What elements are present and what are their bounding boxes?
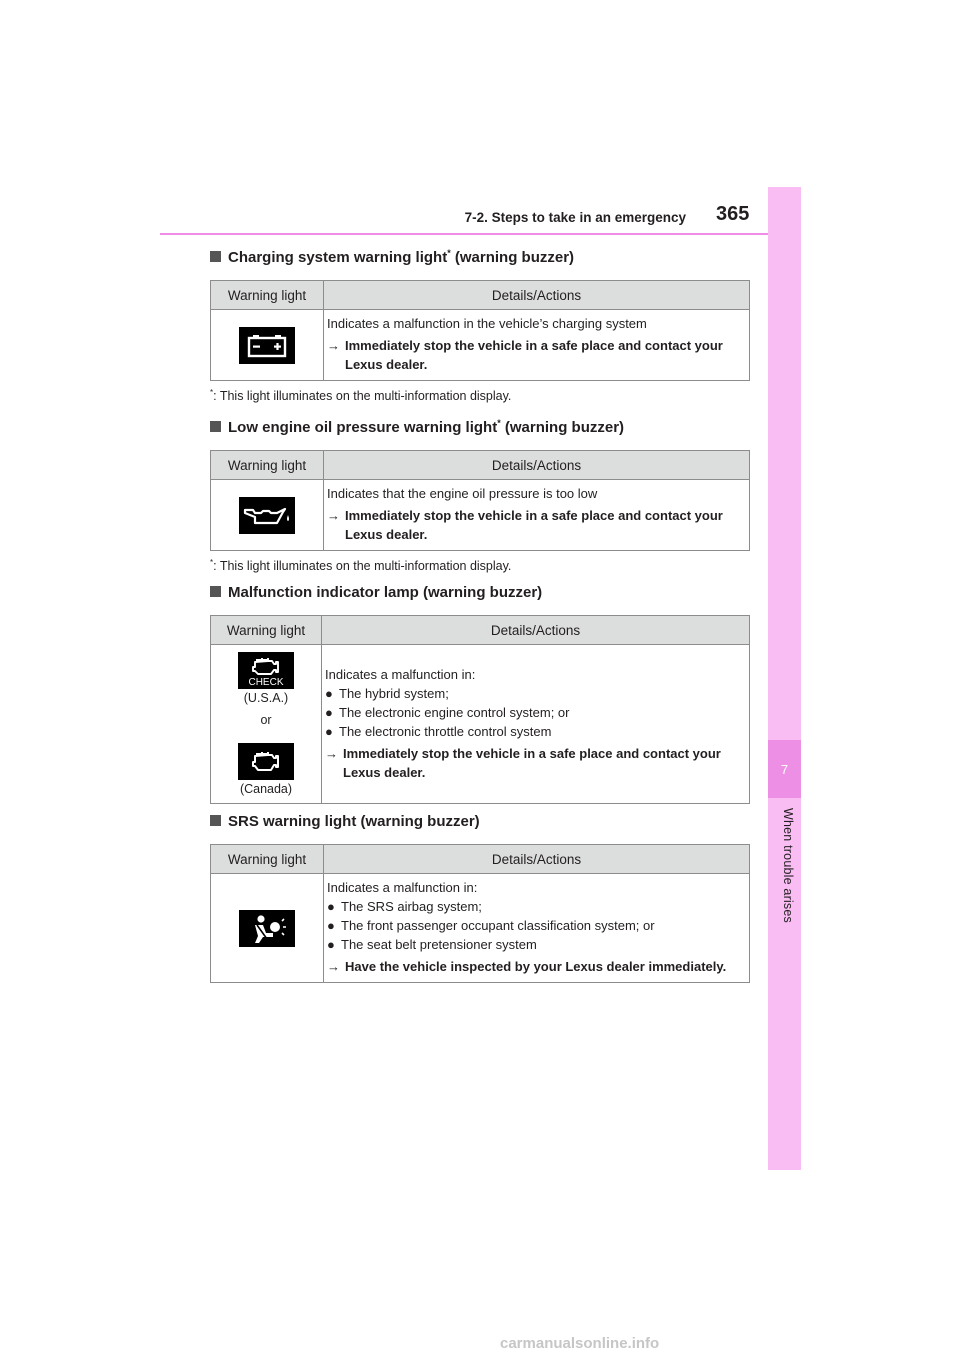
section-title-srs: SRS warning light (warning buzzer): [210, 813, 480, 830]
column-header-warning-light: Warning light: [211, 281, 324, 310]
srs-airbag-icon: [239, 910, 295, 947]
or-label: or: [260, 713, 272, 727]
details-cell: [324, 310, 750, 381]
chapter-heading: 7-2. Steps to take in an emergency: [464, 210, 686, 225]
list-item: ● The SRS airbag system;: [327, 899, 482, 914]
description-text: Indicates a malfunction in the vehicle’s charging system: [327, 316, 647, 331]
description-text: Indicates a malfunction in:: [327, 880, 478, 895]
section-title-malfunction-lamp: Malfunction indicator lamp (warning buzzer): [210, 584, 542, 601]
oil-pressure-warning-table: [210, 450, 750, 551]
description-text: Indicates that the engine oil pressure is too low: [327, 486, 598, 501]
details-cell: [322, 645, 750, 804]
details-cell: [324, 480, 750, 551]
action-text: → Immediately stop the vehicle in a safe place and contact your Lexus dealer.: [325, 745, 721, 780]
column-header-warning-light: Warning light: [211, 845, 324, 874]
action-text: → Have the vehicle inspected by your Lexus dealer immediately.: [327, 959, 727, 974]
action-text: → Immediately stop the vehicle in a safe place and contact your Lexus dealer.: [327, 338, 723, 372]
srs-warning-table: [210, 844, 750, 983]
action-text: → Immediately stop the vehicle in a safe place and contact your Lexus dealer.: [327, 508, 723, 542]
column-header-details: Details/Actions: [324, 845, 750, 874]
malfunction-lamp-table: [210, 615, 750, 804]
square-bullet-icon: [210, 815, 221, 826]
check-engine-icon: [238, 652, 294, 689]
description-text: Indicates a malfunction in:: [325, 666, 476, 682]
section-title-oil-pressure: Low engine oil pressure warning light* (warning buzzer): [210, 418, 624, 436]
footnote: *: This light illuminates on the multi-information display.: [210, 558, 512, 574]
column-header-details: Details/Actions: [322, 616, 750, 645]
svg-text:CHECK: CHECK: [248, 677, 284, 688]
chapter-side-tab: [768, 187, 801, 1170]
list-item: ● The electronic engine control system; or: [325, 704, 570, 720]
square-bullet-icon: [210, 421, 221, 432]
page-number: 365: [716, 203, 750, 225]
list-item: ● The electronic throttle control system: [325, 723, 552, 739]
square-bullet-icon: [210, 251, 221, 262]
details-cell: [324, 874, 750, 983]
column-header-warning-light: Warning light: [211, 616, 322, 645]
column-header-details: Details/Actions: [324, 451, 750, 480]
battery-icon: [239, 327, 295, 364]
square-bullet-icon: [210, 586, 221, 597]
region-label-canada: (Canada): [239, 782, 293, 796]
section-title-charging: Charging system warning light* (warning buzzer): [210, 248, 574, 266]
footnote: *: This light illuminates on the multi-information display.: [210, 388, 512, 404]
watermark: carmanualsonline.info: [500, 1335, 660, 1352]
charging-warning-table: [210, 280, 750, 381]
header-divider: [160, 233, 768, 235]
list-item: ● The front passenger occupant classification system; or: [327, 918, 655, 933]
chapter-side-title: When trouble arises: [781, 808, 795, 923]
region-label-usa: (U.S.A.): [243, 691, 289, 705]
engine-icon: [238, 743, 294, 780]
chapter-number-tab[interactable]: 7: [768, 740, 801, 798]
list-item: ● The hybrid system;: [325, 685, 449, 701]
column-header-details: Details/Actions: [324, 281, 750, 310]
column-header-warning-light: Warning light: [211, 451, 324, 480]
oil-can-icon: [239, 497, 295, 534]
list-item: ● The seat belt pretensioner system: [327, 937, 537, 952]
